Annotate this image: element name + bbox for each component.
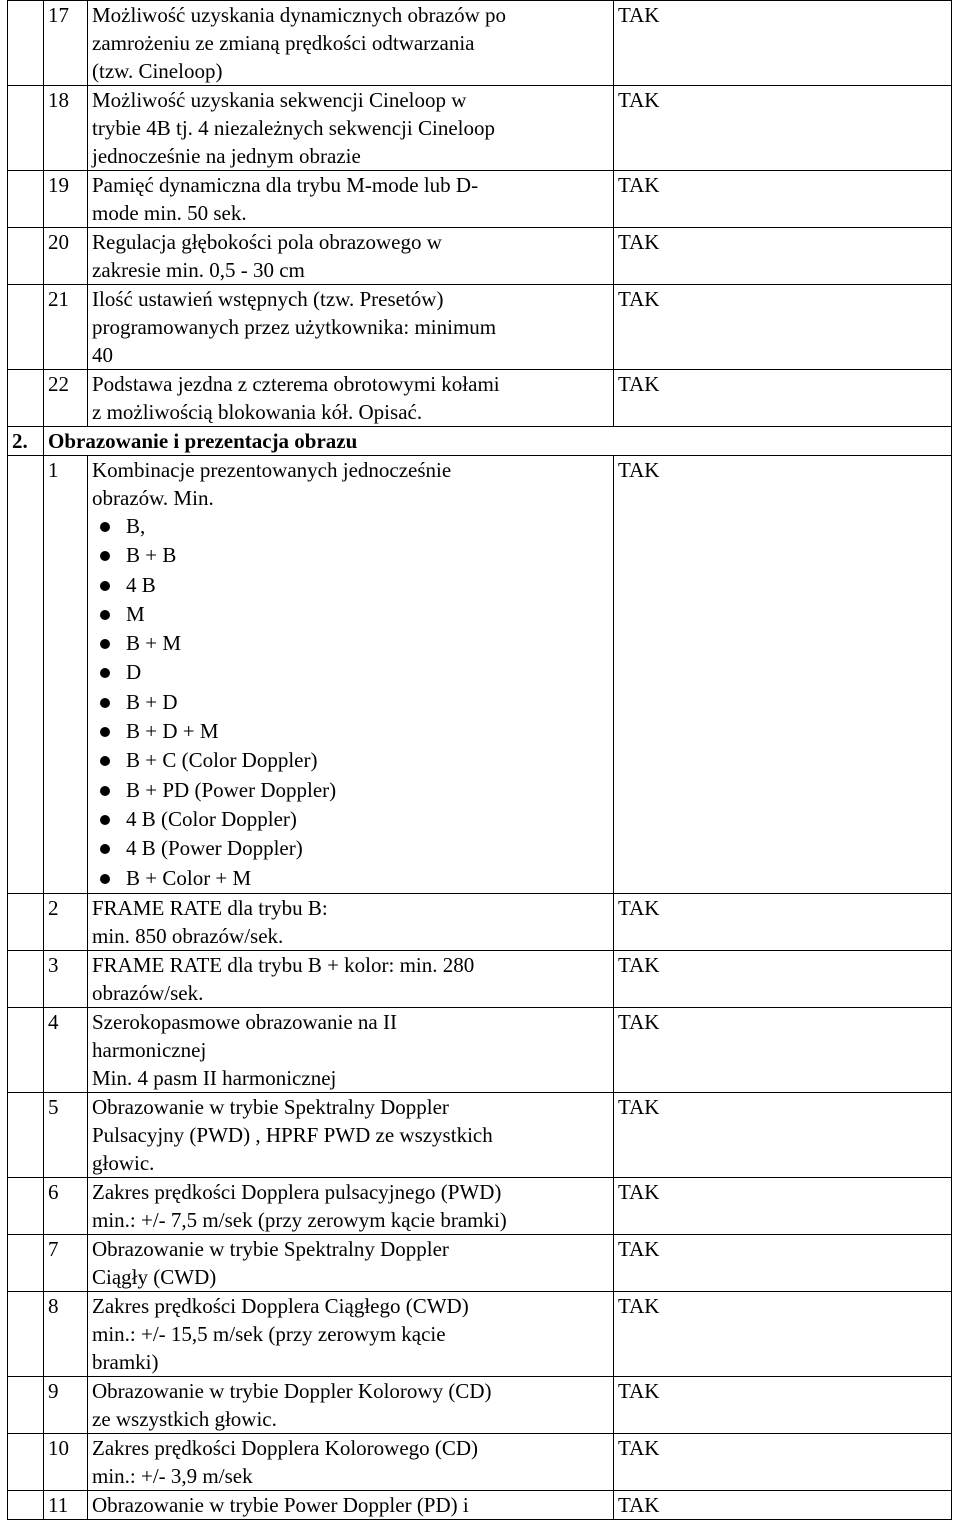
description-line: Obrazowanie w trybie Spektralny Doppler [92, 1236, 449, 1261]
row-description [88, 370, 614, 427]
description-line: Podstawa jezdna z czterema obrotowymi kołami [92, 372, 500, 396]
row-description [88, 1291, 614, 1376]
section-title: Obrazowanie i prezentacja obrazu [44, 427, 952, 456]
spec-table [7, 0, 952, 1520]
table-row [8, 950, 952, 1007]
table-row [8, 1092, 952, 1177]
row-number: 5 [44, 1092, 88, 1177]
table-row [8, 1376, 952, 1433]
row-number: 2 [44, 893, 88, 950]
indent-cell [8, 893, 44, 950]
description-line: programowanych przez użytkownika: minimum [92, 315, 497, 339]
description-line: Ilość ustawień wstępnych (tzw. Presetów) [92, 287, 444, 311]
description-line: min.: +/- 3,9 m/sek [92, 1463, 253, 1488]
description-line: z możliwością blokowania kół. Opisać. [92, 400, 423, 424]
indent-cell [8, 1291, 44, 1376]
description-line: Min. 4 pasm II harmonicznej [92, 1065, 337, 1090]
description-line: mode min. 50 sek. [92, 201, 247, 225]
row-number: 7 [44, 1234, 88, 1291]
row-number: 3 [44, 950, 88, 1007]
row-description [88, 950, 614, 1007]
row-value: TAK [614, 950, 952, 1007]
description-line: Zakres prędkości Dopplera pulsacyjnego (PWD) [92, 1179, 502, 1204]
row-value: TAK [614, 171, 952, 228]
description-line: min.: +/- 7,5 m/sek (przy zerowym kącie bramki) [92, 1207, 507, 1232]
row-number: 11 [44, 1490, 88, 1519]
indent-cell [8, 1007, 44, 1092]
combination-item: B, [98, 512, 613, 541]
description-line: zamrożeniu ze zmianą prędkości odtwarzania [92, 31, 475, 55]
table-row [8, 285, 952, 370]
indent-cell [8, 1177, 44, 1234]
description-line: obrazów/sek. [92, 980, 204, 1005]
row-description [88, 1234, 614, 1291]
row-description [88, 86, 614, 171]
indent-cell [8, 950, 44, 1007]
row-description [88, 1177, 614, 1234]
description-line: głowic. [92, 1150, 155, 1175]
table-row [8, 228, 952, 285]
combination-item: B + PD (Power Doppler) [98, 776, 613, 805]
row-number: 17 [44, 1, 88, 86]
row-description [88, 1376, 614, 1433]
table-row [8, 86, 952, 171]
row-description [88, 1007, 614, 1092]
description-line: Pamięć dynamiczna dla trybu M-mode lub D- [92, 173, 479, 197]
description-line: Obrazowanie w trybie Power Doppler (PD) i [92, 1492, 469, 1517]
row-value: TAK [614, 1234, 952, 1291]
description-line: zakresie min. 0,5 - 30 cm [92, 258, 305, 282]
row-value: TAK [614, 228, 952, 285]
combination-item: B + D + M [98, 717, 613, 746]
combination-item: B + B [98, 541, 613, 570]
indent-cell [8, 285, 44, 370]
indent-cell [8, 1234, 44, 1291]
description-line: Zakres prędkości Dopplera Kolorowego (CD) [92, 1435, 479, 1460]
row-number: 21 [44, 285, 88, 370]
row-value: TAK [614, 1490, 952, 1519]
row-description [88, 228, 614, 285]
description-line: Regulacja głębokości pola obrazowego w [92, 230, 442, 254]
description-line: Pulsacyjny (PWD) , HPRF PWD ze wszystkich [92, 1122, 493, 1147]
table-row [8, 1291, 952, 1376]
table-row [8, 171, 952, 228]
rows-group-top [8, 1, 952, 427]
description-line: Zakres prędkości Dopplera Ciągłego (CWD) [92, 1293, 469, 1318]
table-row [8, 370, 952, 427]
row-value: TAK [614, 1177, 952, 1234]
description-line: harmonicznej [92, 1037, 207, 1062]
description-line: min. 850 obrazów/sek. [92, 923, 284, 948]
indent-cell [8, 1, 44, 86]
row-value: TAK [614, 370, 952, 427]
row-value: TAK [614, 1092, 952, 1177]
row-value: TAK [614, 456, 952, 894]
combination-item: 4 B (Power Doppler) [98, 834, 613, 863]
description-line: Możliwość uzyskania sekwencji Cineloop w [92, 88, 467, 112]
description-line: obrazów. Min. [92, 486, 214, 510]
indent-cell [8, 171, 44, 228]
row-number: 10 [44, 1433, 88, 1490]
row-number: 19 [44, 171, 88, 228]
section-group [8, 427, 952, 456]
row-description [88, 285, 614, 370]
row-number: 8 [44, 1291, 88, 1376]
section-header-row [8, 427, 952, 456]
description-line: Możliwość uzyskania dynamicznych obrazów po [92, 3, 507, 27]
row-value: TAK [614, 1007, 952, 1092]
indent-cell [8, 370, 44, 427]
description-line: bramki) [92, 1349, 159, 1374]
combination-item: B + M [98, 629, 613, 658]
description-line: min.: +/- 15,5 m/sek (przy zerowym kącie [92, 1321, 446, 1346]
row-value: TAK [614, 1376, 952, 1433]
table-row [8, 1, 952, 86]
row-value: TAK [614, 1, 952, 86]
combination-item: D [98, 658, 613, 687]
row-number: 1 [44, 456, 88, 894]
description-line: jednocześnie na jednym obrazie [92, 144, 361, 168]
combination-item: 4 B [98, 571, 613, 600]
row-description [88, 456, 614, 894]
description-line: ze wszystkich głowic. [92, 1406, 277, 1431]
row-number: 6 [44, 1177, 88, 1234]
row-value: TAK [614, 1433, 952, 1490]
row-description [88, 171, 614, 228]
row-value: TAK [614, 1291, 952, 1376]
description-line: Obrazowanie w trybie Doppler Kolorowy (CD) [92, 1378, 492, 1403]
table-row [8, 1433, 952, 1490]
row-value: TAK [614, 285, 952, 370]
indent-cell [8, 1092, 44, 1177]
table-row [8, 1007, 952, 1092]
row-description [88, 893, 614, 950]
description-line: trybie 4B tj. 4 niezależnych sekwencji Cineloop [92, 116, 495, 140]
row-description [88, 1433, 614, 1490]
description-line: Szerokopasmowe obrazowanie na II [92, 1009, 397, 1034]
description-line: FRAME RATE dla trybu B: [92, 895, 328, 920]
indent-cell [8, 228, 44, 285]
row-number: 22 [44, 370, 88, 427]
row-number: 4 [44, 1007, 88, 1092]
row-value: TAK [614, 893, 952, 950]
indent-cell [8, 86, 44, 171]
description-line: FRAME RATE dla trybu B + kolor: min. 280 [92, 952, 475, 977]
description-line: Kombinacje prezentowanych jednocześnie [92, 458, 452, 482]
combination-item: B + Color + M [98, 864, 613, 893]
row-value: TAK [614, 86, 952, 171]
indent-cell [8, 456, 44, 894]
section-number: 2. [8, 427, 44, 456]
combination-item: B + D [98, 688, 613, 717]
combination-item: 4 B (Color Doppler) [98, 805, 613, 834]
row-number: 20 [44, 228, 88, 285]
indent-cell [8, 1376, 44, 1433]
combination-item: B + C (Color Doppler) [98, 746, 613, 775]
table-row [8, 456, 952, 894]
combination-item: M [98, 600, 613, 629]
description-line: Obrazowanie w trybie Spektralny Doppler [92, 1094, 449, 1119]
row-number: 18 [44, 86, 88, 171]
table-row [8, 1234, 952, 1291]
indent-cell [8, 1433, 44, 1490]
table-row [8, 893, 952, 950]
row-description [88, 1, 614, 86]
description-line: 40 [92, 343, 113, 367]
combination-list [92, 512, 613, 893]
rows-group-combinations [8, 456, 952, 894]
description-line: Ciągły (CWD) [92, 1264, 217, 1289]
table-row [8, 1177, 952, 1234]
row-number: 9 [44, 1376, 88, 1433]
row-description [88, 1092, 614, 1177]
rows-group-bottom [8, 893, 952, 1519]
description-line: (tzw. Cineloop) [92, 59, 223, 83]
